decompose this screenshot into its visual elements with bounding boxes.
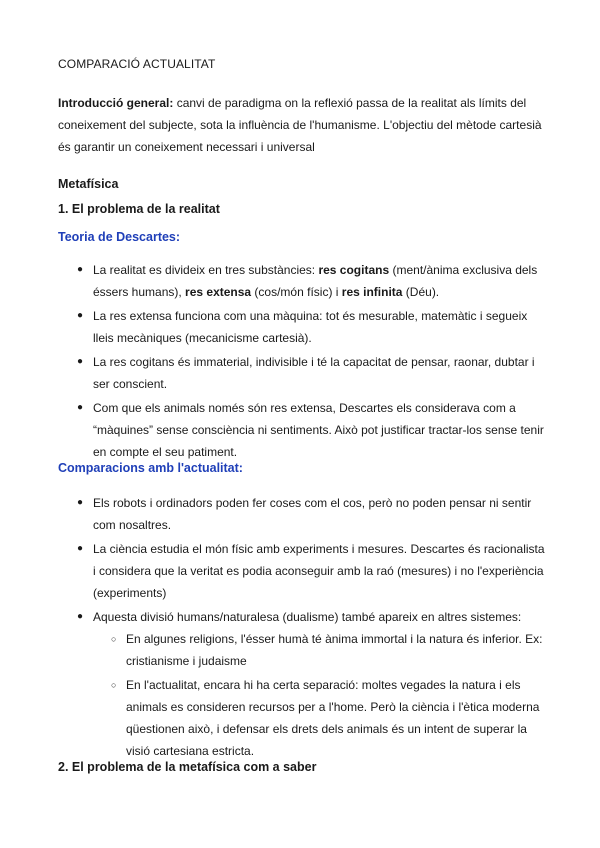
circle-bullet-icon: ○ [111, 680, 117, 690]
theory-list [58, 259, 550, 465]
text-run: (cos/món físic) i [251, 285, 342, 299]
sub-list-item [93, 674, 550, 762]
list-item [58, 606, 550, 762]
text-run: (ment/ànima exclusiva dels éssers humans), [93, 263, 538, 299]
document-title: COMPARACIÓ ACTUALITAT [58, 57, 216, 71]
text-run: La ciència estudia el món físic amb experiments i mesures. Descartes és racionalista i considera que la veritat es podia aconseguir amb la raó (mesures) i no l'experiència (experiments) [93, 542, 545, 600]
text-run: (Déu). [402, 285, 440, 299]
text-run: Els robots i ordinadors poden fer coses com el cos, però no poden pensar ni sentir com nosaltres. [93, 496, 532, 532]
bullet-icon: ● [77, 402, 84, 413]
list-item [58, 492, 550, 536]
intro-paragraph [58, 92, 550, 158]
list-item [58, 305, 550, 349]
bullet-icon: ● [77, 310, 84, 321]
nested-list [93, 628, 550, 762]
text-run: Com que els animals només són res extensa, Descartes els considerava com a “màquines” sense consciència ni sentiments. Això pot justificar tractar-los sense tenir en compte el seu patiment. [93, 401, 544, 459]
text-run: La res cogitans és immaterial, indivisible i té la capacitat de pensar, raonar, dubtar i ser conscient. [93, 355, 535, 391]
subheading-teoria: Teoria de Descartes: [58, 230, 181, 244]
bold-term: res extensa [185, 285, 252, 299]
circle-bullet-icon: ○ [111, 634, 117, 644]
sub-list-item [93, 628, 550, 672]
text-run: Aquesta divisió humans/naturalesa (dualisme) també apareix en altres sistemes: [93, 610, 522, 624]
heading-problem-realitat: 1. El problema de la realitat [58, 202, 220, 216]
intro-text: canvi de paradigma on la reflexió passa de la realitat als límits del coneixement del subjecte, sota la influència de l'humanisme. L'objectiu del mètode cartesià és garantir un coneixement necessari i universal [58, 96, 542, 154]
text-run: La res extensa funciona com una màquina: tot és mesurable, matemàtic i segueix lleis mecàniques (mecanicisme cartesià). [93, 309, 528, 345]
bullet-icon: ● [77, 543, 84, 554]
bullet-icon: ● [77, 611, 84, 622]
bullet-icon: ● [77, 356, 84, 367]
list-item [58, 351, 550, 395]
intro-label: Introducció general: [58, 96, 174, 110]
list-item [58, 259, 550, 303]
bullet-icon: ● [77, 264, 84, 275]
bold-term: res infinita [341, 285, 403, 299]
bold-term: res cogitans [318, 263, 390, 277]
list-item [58, 397, 550, 463]
comparisons-list [58, 492, 550, 764]
section-heading: Metafísica [58, 177, 119, 191]
heading-metafisica-saber: 2. El problema de la metafísica com a saber [58, 760, 317, 774]
subheading-comparacions: Comparacions amb l'actualitat: [58, 461, 243, 475]
list-item [58, 538, 550, 604]
text-run: La realitat es divideix en tres substàncies: [93, 263, 319, 277]
bullet-icon: ● [77, 497, 84, 508]
text-run: En l'actualitat, encara hi ha certa separació: moltes vegades la natura i els animals es consideren recursos per a l'home. Però la ciència i l'ètica moderna qüestionen això, i defensar els drets dels animals és un intent de superar la visió cartesiana estricta. [126, 678, 540, 758]
text-run: En algunes religions, l'ésser humà té ànima immortal i la natura és inferior. Ex: cristianisme i judaisme [126, 632, 543, 668]
